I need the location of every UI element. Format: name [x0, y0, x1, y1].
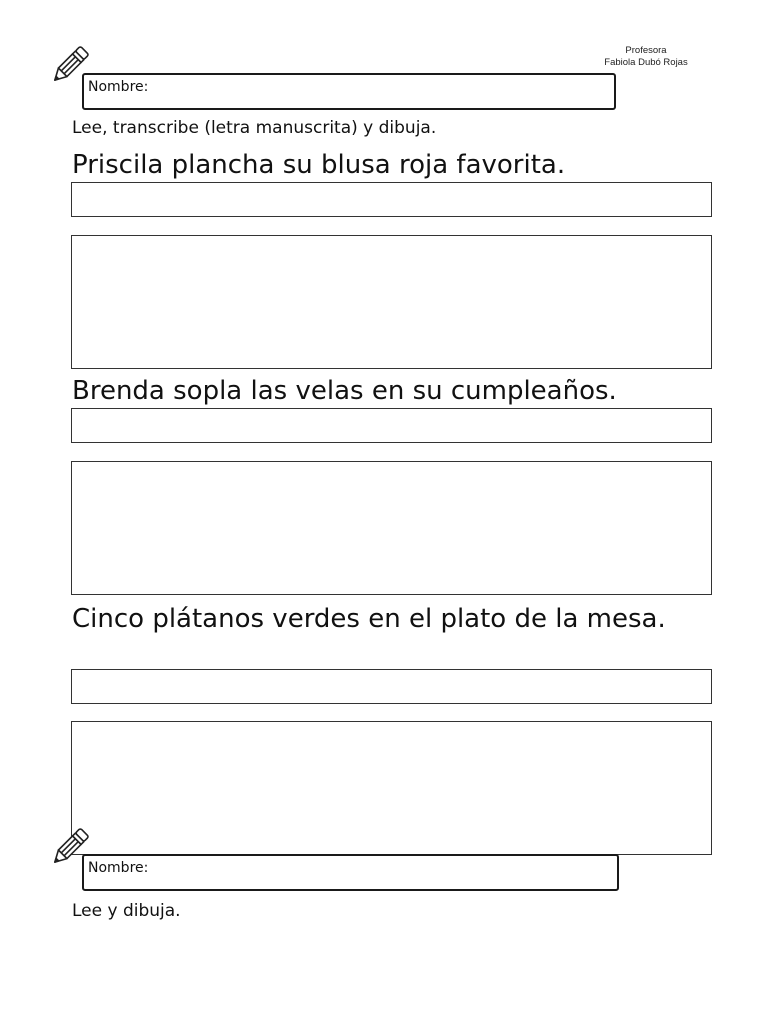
- exercise-sentence-3: Cinco plátanos verdes en el plato de la mesa.: [72, 604, 666, 634]
- transcription-box-1[interactable]: [71, 182, 712, 217]
- teacher-name: Fabiola Dubó Rojas: [604, 57, 688, 68]
- name-label-2: Nombre:: [88, 860, 149, 876]
- exercise-sentence-1: Priscila plancha su blusa roja favorita.: [72, 150, 566, 180]
- instruction-text-2: Lee y dibuja.: [72, 901, 181, 921]
- name-label: Nombre:: [88, 79, 149, 95]
- drawing-box-1[interactable]: [71, 235, 712, 369]
- instruction-text: Lee, transcribe (letra manuscrita) y dibuja.: [72, 118, 437, 138]
- name-field-2[interactable]: [82, 854, 619, 891]
- teacher-credit: [590, 45, 702, 69]
- name-field[interactable]: [82, 73, 616, 110]
- exercise-sentence-2: Brenda sopla las velas en su cumpleaños.: [72, 376, 617, 406]
- teacher-title: Profesora: [625, 45, 667, 56]
- drawing-box-3[interactable]: [71, 721, 712, 855]
- transcription-box-3[interactable]: [71, 669, 712, 704]
- drawing-box-2[interactable]: [71, 461, 712, 595]
- transcription-box-2[interactable]: [71, 408, 712, 443]
